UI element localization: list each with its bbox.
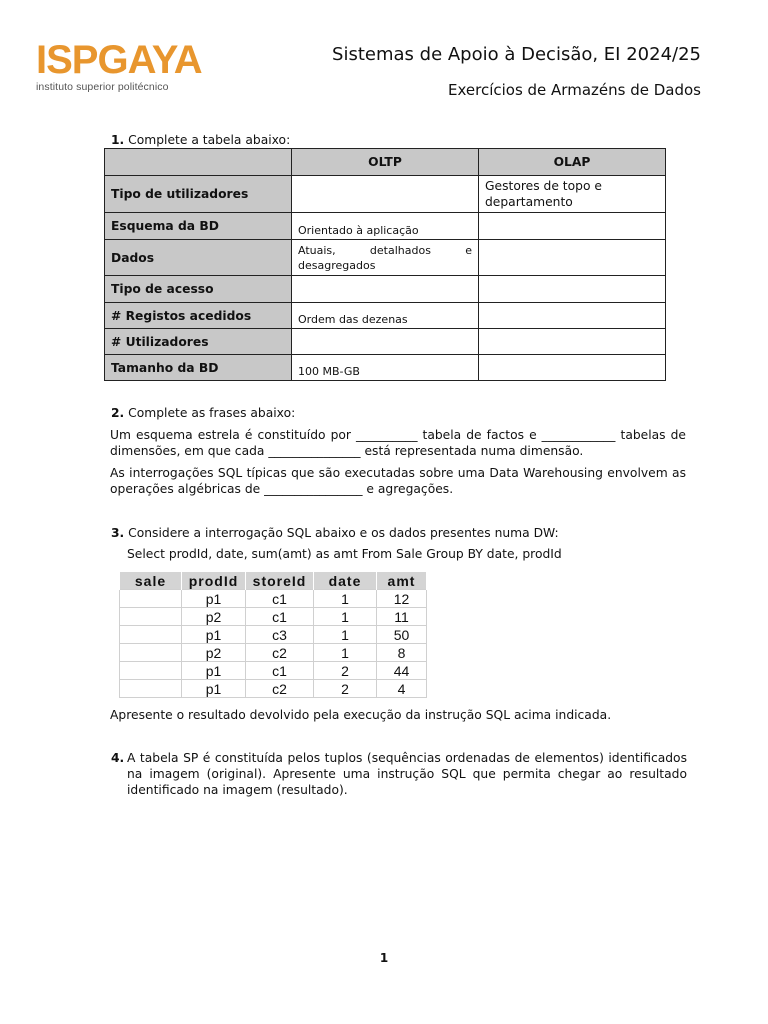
sale-cell: 44 bbox=[377, 662, 427, 680]
sale-cell bbox=[120, 608, 182, 626]
sale-cell: c1 bbox=[246, 608, 314, 626]
table-row bbox=[105, 303, 666, 329]
table-row bbox=[105, 213, 666, 240]
oltp-cell: 100 MB-GB bbox=[292, 355, 479, 381]
question-1-text: Complete a tabela abaixo: bbox=[128, 133, 291, 147]
olap-cell bbox=[479, 303, 666, 329]
sale-cell: 12 bbox=[377, 590, 427, 608]
sale-cell: 8 bbox=[377, 644, 427, 662]
sale-cell bbox=[120, 644, 182, 662]
sale-cell: c1 bbox=[246, 662, 314, 680]
document-title: Sistemas de Apoio à Decisão, EI 2024/25 bbox=[332, 44, 701, 65]
sale-cell: 1 bbox=[314, 626, 377, 644]
question-4 bbox=[111, 750, 687, 798]
sale-table bbox=[119, 572, 427, 698]
question-2-heading bbox=[111, 405, 295, 421]
logo-wordmark: ISPGAYA bbox=[36, 38, 202, 82]
sale-cell: 50 bbox=[377, 626, 427, 644]
table-row bbox=[105, 276, 666, 303]
sale-col-header: sale bbox=[120, 572, 182, 590]
question-2-number: 2. bbox=[111, 406, 125, 420]
question-1-heading bbox=[111, 132, 290, 148]
row-label: # Registos acedidos bbox=[105, 303, 292, 329]
table-row bbox=[105, 240, 666, 276]
question-2-text: Complete as frases abaixo: bbox=[128, 406, 296, 420]
question-4-text: A tabela SP é constituída pelos tuplos (sequências ordenadas de elementos) identificados na imagem (original). Apresente uma instrução SQL que permita chegar ao resultado identificado na imagem (resultado). bbox=[127, 751, 687, 797]
sale-cell bbox=[120, 680, 182, 698]
row-label: Tipo de utilizadores bbox=[105, 176, 292, 213]
sale-cell: c2 bbox=[246, 680, 314, 698]
sale-cell: 4 bbox=[377, 680, 427, 698]
sale-cell: c1 bbox=[246, 590, 314, 608]
header-olap: OLAP bbox=[479, 149, 666, 176]
sale-col-header: storeId bbox=[246, 572, 314, 590]
oltp-cell: Atuais, detalhados e desagregados bbox=[292, 240, 479, 276]
sale-cell: 11 bbox=[377, 608, 427, 626]
sale-cell: p2 bbox=[182, 608, 246, 626]
oltp-cell bbox=[292, 276, 479, 303]
sale-col-header: date bbox=[314, 572, 377, 590]
sql-operations-sentence: As interrogações SQL típicas que são executadas sobre uma Data Warehousing envolvem as operações algébricas de ________________ e agregações. bbox=[110, 466, 686, 496]
oltp-cell: Orientado à aplicação bbox=[292, 213, 479, 240]
sale-row bbox=[120, 680, 427, 698]
sql-query: Select prodId, date, sum(amt) as amt From Sale Group BY date, prodId bbox=[127, 547, 562, 561]
sale-cell: p2 bbox=[182, 644, 246, 662]
table-row bbox=[105, 355, 666, 381]
question-3-number: 3. bbox=[111, 526, 125, 540]
header-oltp: OLTP bbox=[292, 149, 479, 176]
olap-cell bbox=[479, 213, 666, 240]
sale-row bbox=[120, 608, 427, 626]
oltp-cell bbox=[292, 329, 479, 355]
olap-cell bbox=[479, 240, 666, 276]
question-3-instruction: Apresente o resultado devolvido pela execução da instrução SQL acima indicada. bbox=[110, 708, 612, 722]
oltp-olap-table bbox=[104, 148, 666, 381]
row-label: Dados bbox=[105, 240, 292, 276]
sale-cell bbox=[120, 590, 182, 608]
sale-cell: p1 bbox=[182, 680, 246, 698]
sale-cell: 2 bbox=[314, 662, 377, 680]
sale-cell: 1 bbox=[314, 608, 377, 626]
sale-col-header: amt bbox=[377, 572, 427, 590]
table-header-row bbox=[105, 149, 666, 176]
sale-cell bbox=[120, 626, 182, 644]
sale-cell: p1 bbox=[182, 590, 246, 608]
sale-cell: p1 bbox=[182, 626, 246, 644]
sale-row bbox=[120, 662, 427, 680]
sale-cell: 1 bbox=[314, 590, 377, 608]
oltp-cell bbox=[292, 176, 479, 213]
olap-cell bbox=[479, 329, 666, 355]
sale-col-header: prodId bbox=[182, 572, 246, 590]
header-empty bbox=[105, 149, 292, 176]
sale-cell: p1 bbox=[182, 662, 246, 680]
row-label: Esquema da BD bbox=[105, 213, 292, 240]
olap-cell bbox=[479, 276, 666, 303]
sale-row bbox=[120, 590, 427, 608]
page-number: 1 bbox=[379, 951, 389, 965]
question-4-number: 4. bbox=[111, 751, 125, 765]
sale-cell bbox=[120, 662, 182, 680]
sale-cell: c3 bbox=[246, 626, 314, 644]
document-subtitle: Exercícios de Armazéns de Dados bbox=[447, 81, 701, 99]
sale-cell: c2 bbox=[246, 644, 314, 662]
logo-tagline: instituto superior politécnico bbox=[36, 81, 169, 93]
row-label: Tamanho da BD bbox=[105, 355, 292, 381]
sale-header-row bbox=[120, 572, 427, 590]
table-row bbox=[105, 176, 666, 213]
question-1-number: 1. bbox=[111, 133, 125, 147]
sale-cell: 1 bbox=[314, 644, 377, 662]
question-3-heading bbox=[111, 525, 559, 541]
star-schema-sentence: Um esquema estrela é constituído por __________ tabela de factos e ____________ tabelas de dimensões, em que cada _______________ está representada numa dimensão. bbox=[110, 428, 686, 458]
table-row bbox=[105, 329, 666, 355]
olap-cell: Gestores de topo e departamento bbox=[479, 176, 666, 213]
institution-logo bbox=[36, 40, 202, 93]
row-label: # Utilizadores bbox=[105, 329, 292, 355]
sale-row bbox=[120, 626, 427, 644]
question-3-text: Considere a interrogação SQL abaixo e os dados presentes numa DW: bbox=[128, 526, 559, 540]
sale-cell: 2 bbox=[314, 680, 377, 698]
olap-cell bbox=[479, 355, 666, 381]
oltp-cell: Ordem das dezenas bbox=[292, 303, 479, 329]
question-2-body bbox=[110, 427, 686, 497]
row-label: Tipo de acesso bbox=[105, 276, 292, 303]
sale-row bbox=[120, 644, 427, 662]
